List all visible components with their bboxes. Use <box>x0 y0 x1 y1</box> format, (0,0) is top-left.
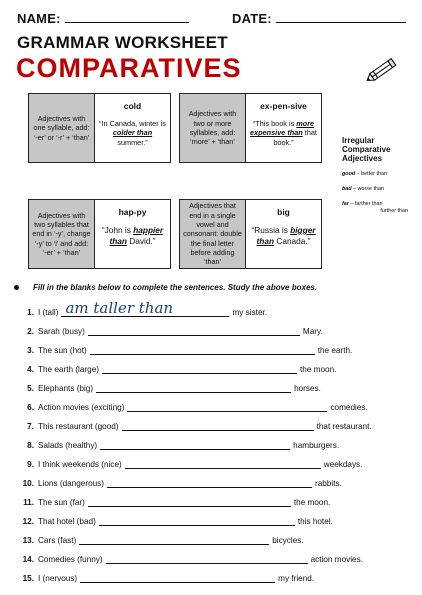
item-number: 2. <box>27 327 34 336</box>
item-ending: the moon. <box>299 365 337 374</box>
bullet-icon <box>14 285 19 290</box>
item-number: 6. <box>27 403 34 412</box>
rule-text: Adjectives with two or more syllables, add: ‘more’ + ‘than’ <box>180 94 246 162</box>
item-prompt: Cars (fast) <box>38 536 77 545</box>
exercise-item <box>14 398 414 412</box>
irregular-comparatives-box <box>342 136 408 223</box>
item-number: 11. <box>23 498 34 507</box>
exercise-item <box>14 550 414 564</box>
item-ending: my friend. <box>278 574 315 583</box>
exercise-item <box>14 379 414 393</box>
item-number: 9. <box>27 460 34 469</box>
item-ending: the moon. <box>293 498 331 507</box>
rule-card-double-consonant <box>179 199 322 269</box>
answer-blank[interactable] <box>88 324 300 336</box>
comparative-phrase: more expensive than <box>250 119 315 138</box>
answer-blank[interactable] <box>79 533 269 545</box>
item-ending: the earth. <box>317 346 353 355</box>
exercise-item <box>14 322 414 336</box>
comparative-phrase: colder than <box>112 128 153 138</box>
answer-blank[interactable] <box>127 400 327 412</box>
answer-blank[interactable] <box>90 343 315 355</box>
item-prompt: The earth (large) <box>38 365 99 374</box>
item-number: 15. <box>22 574 34 583</box>
answer-blank[interactable] <box>99 514 295 526</box>
item-ending: action movies. <box>310 555 363 564</box>
example-sentence: “Russia is bigger than Canada.” <box>251 225 316 246</box>
date-blank[interactable] <box>276 11 406 23</box>
item-prompt: Comedies (funny) <box>38 555 103 564</box>
exercise-item <box>14 531 414 545</box>
rule-card-one-syllable <box>28 93 171 163</box>
rule-text: Adjectives with one syllable, add: ‘-er’ or ‘-r’ + ‘than’ <box>29 94 95 162</box>
example-word: ex-pen-sive <box>260 101 307 111</box>
example-cell <box>95 94 170 162</box>
item-ending: Mary. <box>302 327 323 336</box>
exercise-item <box>14 299 414 317</box>
answer-blank[interactable] <box>88 495 291 507</box>
item-ending: that restaurant. <box>316 422 372 431</box>
item-ending: this hotel. <box>297 517 333 526</box>
exercise-item <box>14 512 414 526</box>
item-ending: comedies. <box>330 403 368 412</box>
answer-blank[interactable] <box>106 552 308 564</box>
irregular-row: good – better than <box>342 170 387 177</box>
rule-card-two-or-more-syllables <box>179 93 322 163</box>
item-number: 13. <box>22 536 34 545</box>
item-ending: rabbits. <box>315 479 342 488</box>
item-number: 10. <box>22 479 34 488</box>
exercise-item <box>14 341 414 355</box>
answer-blank[interactable] <box>96 381 291 393</box>
date-field <box>232 11 406 26</box>
worksheet-title: GRAMMAR WORKSHEET <box>17 33 228 52</box>
item-prompt: The sun (hot) <box>38 346 87 355</box>
rule-card-ends-in-y <box>28 199 171 269</box>
item-prompt: Salads (healthy) <box>38 441 98 450</box>
example-cell <box>246 94 321 162</box>
exercise-item <box>14 569 414 583</box>
answer-blank[interactable] <box>80 571 275 583</box>
pencil-icon <box>364 55 400 85</box>
item-prompt: Elephants (big) <box>38 384 94 393</box>
item-ending: horses. <box>294 384 321 393</box>
item-number: 1. <box>27 308 34 317</box>
item-number: 12. <box>22 517 34 526</box>
answer-blank[interactable] <box>125 457 321 469</box>
answer-blank[interactable] <box>100 438 290 450</box>
instructions <box>14 283 317 292</box>
item-prompt: I think weekends (nice) <box>38 460 122 469</box>
item-ending: hamburgers. <box>293 441 340 450</box>
item-number: 8. <box>27 441 34 450</box>
example-word: cold <box>123 101 142 111</box>
item-number: 14. <box>22 555 34 564</box>
exercise-item <box>14 493 414 507</box>
item-prompt: Lions (dangerous) <box>38 479 104 488</box>
rule-text: Adjectives with two syllables that end in ‘-y’, change ‘-y’ to ‘i’ and add: ‘-er’ + ‘than’ <box>29 200 95 268</box>
item-number: 4. <box>27 365 34 374</box>
item-number: 5. <box>27 384 34 393</box>
example-sentence: “This book is more expensive than that book.” <box>250 119 317 147</box>
example-cell <box>95 200 170 268</box>
item-prompt: The sun (far) <box>38 498 85 507</box>
example-cell <box>246 200 321 268</box>
item-ending: bicycles. <box>272 536 304 545</box>
answer-blank[interactable] <box>102 362 297 374</box>
example-word: hap-py <box>118 207 147 217</box>
worksheet-topic: COMPARATIVES <box>16 53 242 83</box>
name-blank[interactable] <box>65 11 189 23</box>
exercise-item <box>14 417 414 431</box>
instructions-text: Fill in the blanks below to complete the sentences. Study the above boxes. <box>33 283 318 292</box>
irregular-row: far – farther than further than <box>342 200 408 214</box>
name-label: NAME: <box>17 11 61 26</box>
item-prompt: I (nervous) <box>38 574 78 583</box>
example-word: big <box>277 207 290 217</box>
answer-blank[interactable] <box>61 299 229 317</box>
item-ending: weekdays. <box>323 460 363 469</box>
exercise-item <box>14 474 414 488</box>
item-prompt: That hotel (bad) <box>38 517 96 526</box>
rule-text: Adjectives that end in a single vowel and consonant: double the final letter before adding ‘than’ <box>180 200 246 268</box>
irregular-title: Irregular Comparative Adjectives <box>342 136 391 164</box>
item-ending: my sister. <box>232 308 268 317</box>
item-number: 7. <box>27 422 34 431</box>
item-prompt: This restaurant (good) <box>38 422 119 431</box>
handwritten-answer: am taller than <box>65 299 174 317</box>
answer-blank[interactable] <box>107 476 312 488</box>
item-prompt: Sarah (busy) <box>38 327 85 336</box>
item-prompt: I (tall) <box>38 308 59 317</box>
name-field <box>17 11 189 26</box>
exercise-item <box>14 455 414 469</box>
irregular-row: bad – worse than <box>342 185 384 192</box>
exercise-item <box>14 436 414 450</box>
example-sentence: “In Canada, winter is colder than summer.” <box>99 119 166 147</box>
comparative-phrase: bigger than <box>256 225 316 246</box>
item-number: 3. <box>27 346 34 355</box>
comparative-phrase: happier than <box>109 225 164 246</box>
date-label: DATE: <box>232 11 272 26</box>
item-prompt: Action movies (exciting) <box>38 403 125 412</box>
example-sentence: “John is happier than David.” <box>101 225 164 246</box>
answer-blank[interactable] <box>122 419 314 431</box>
exercise-item <box>14 360 414 374</box>
